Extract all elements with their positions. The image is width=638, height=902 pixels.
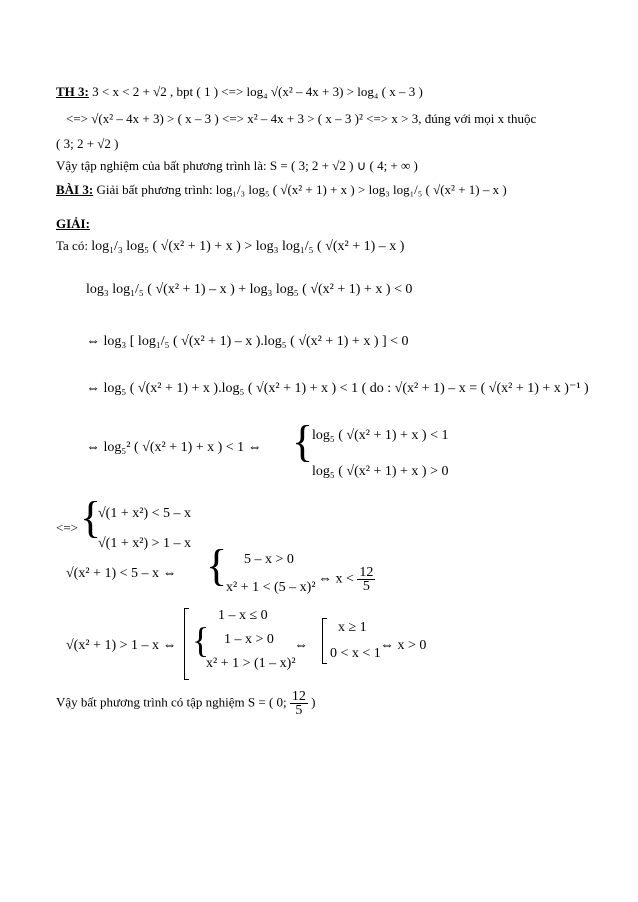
interval-line: ( 3; 2 + √2 ) bbox=[56, 136, 119, 151]
solution-set-line-1: Vậy tập nghiệm của bất phương trình là: S = ( 3; 2 + √2 ) ∪ ( 4; + ∞ ) bbox=[56, 158, 418, 173]
step-7-denominator: 5 bbox=[362, 579, 370, 594]
bai3-problem: Giải bất phương trình: log₁/₃ log₅ ( √(x² + 1) + x ) > log₃ log₁/₅ ( √(x² + 1) – x ) bbox=[96, 182, 507, 197]
th3-text: 3 < x < 2 + √2 , bpt ( 1 ) <=> log₄ √(x² – 4x + 3) > log₄ ( x – 3 ) bbox=[92, 84, 423, 99]
step-5-top: log₅ ( √(x² + 1) + x ) < 1 bbox=[312, 428, 449, 443]
step-8-result: ⇔ x > 0 bbox=[380, 638, 427, 653]
system-brace-3: { bbox=[206, 541, 228, 590]
system-brace-4: { bbox=[192, 620, 210, 660]
step-6-top: √(1 + x²) < 5 – x bbox=[98, 506, 191, 521]
final-answer-text: Vậy bất phương trình có tập nghiệm S = ( 0; bbox=[56, 694, 287, 710]
step-8-mid: ⇔ bbox=[294, 638, 308, 653]
step-4-expr: ⇔ log₅ ( √(x² + 1) + x ).log₅ ( √(x² + 1) + x ) < 1 ( do : √(x² + 1) – x = ( √(x² + 1) + x )⁻¹ ) bbox=[86, 381, 589, 396]
step-7-left: √(x² + 1) < 5 – x ⇔ bbox=[66, 566, 177, 581]
bai3-label: BÀI 3: bbox=[56, 182, 94, 197]
bai3-line bbox=[56, 182, 638, 198]
step-2-expr: log₃ log₁/₅ ( √(x² + 1) – x ) + log₃ log₅ ( √(x² + 1) + x ) < 0 bbox=[86, 282, 413, 297]
step-8-row-1: 1 – x ≤ 0 bbox=[218, 608, 268, 623]
solution-heading-line bbox=[56, 216, 638, 232]
step-7-numerator: 12 bbox=[359, 565, 374, 580]
step-8-case-1: x ≥ 1 bbox=[338, 620, 367, 635]
final-answer-line bbox=[56, 690, 316, 717]
solution-heading: GIẢI: bbox=[56, 216, 90, 231]
step-8-left: √(x² + 1) > 1 – x ⇔ bbox=[66, 638, 177, 653]
th3-label: TH 3: bbox=[56, 84, 89, 99]
final-answer-close: ) bbox=[311, 694, 316, 710]
union-bracket-2 bbox=[322, 618, 327, 664]
final-answer-fraction bbox=[290, 690, 308, 717]
th3-line bbox=[56, 84, 638, 100]
step-5-left: ⇔ log₅² ( √(x² + 1) + x ) < 1 ⇔ bbox=[86, 440, 262, 455]
step-8-case-2: 0 < x < 1 bbox=[330, 646, 381, 661]
step-7-result bbox=[318, 566, 375, 593]
equivalence-line: <=> √(x² – 4x + 3) > ( x – 3 ) <=> x² – 4x + 3 > ( x – 3 )² <=> x > 3, đúng với mọi x thuộc bbox=[66, 111, 537, 126]
step-5-bottom: log₅ ( √(x² + 1) + x ) > 0 bbox=[312, 464, 449, 479]
step-7-fraction bbox=[357, 566, 375, 593]
system-brace-2: { bbox=[80, 493, 102, 542]
system-brace-1: { bbox=[292, 417, 314, 466]
step-8-row-2: 1 – x > 0 bbox=[224, 632, 274, 647]
step-1-prefix: Ta có: bbox=[56, 238, 88, 253]
step-1-line bbox=[56, 238, 638, 255]
final-answer-denominator: 5 bbox=[295, 703, 303, 718]
step-7-result-pre: ⇔ x < bbox=[318, 571, 354, 587]
step-6-prefix: <=> bbox=[56, 520, 78, 535]
step-3-expr: ⇔ log₃ [ log₁/₅ ( √(x² + 1) – x ).log₅ ( √(x² + 1) + x ) ] < 0 bbox=[86, 334, 409, 349]
union-bracket-1 bbox=[184, 608, 189, 680]
step-6-bottom: √(1 + x²) > 1 – x bbox=[98, 536, 191, 551]
final-answer-numerator: 12 bbox=[291, 689, 306, 704]
step-7-bottom: x² + 1 < (5 – x)² bbox=[226, 580, 316, 595]
step-7-top: 5 – x > 0 bbox=[244, 552, 294, 567]
step-8-row-3: x² + 1 > (1 – x)² bbox=[206, 656, 296, 671]
step-1-expr: log₁/₃ log₅ ( √(x² + 1) + x ) > log₃ log₁/₅ ( √(x² + 1) – x ) bbox=[91, 239, 405, 254]
